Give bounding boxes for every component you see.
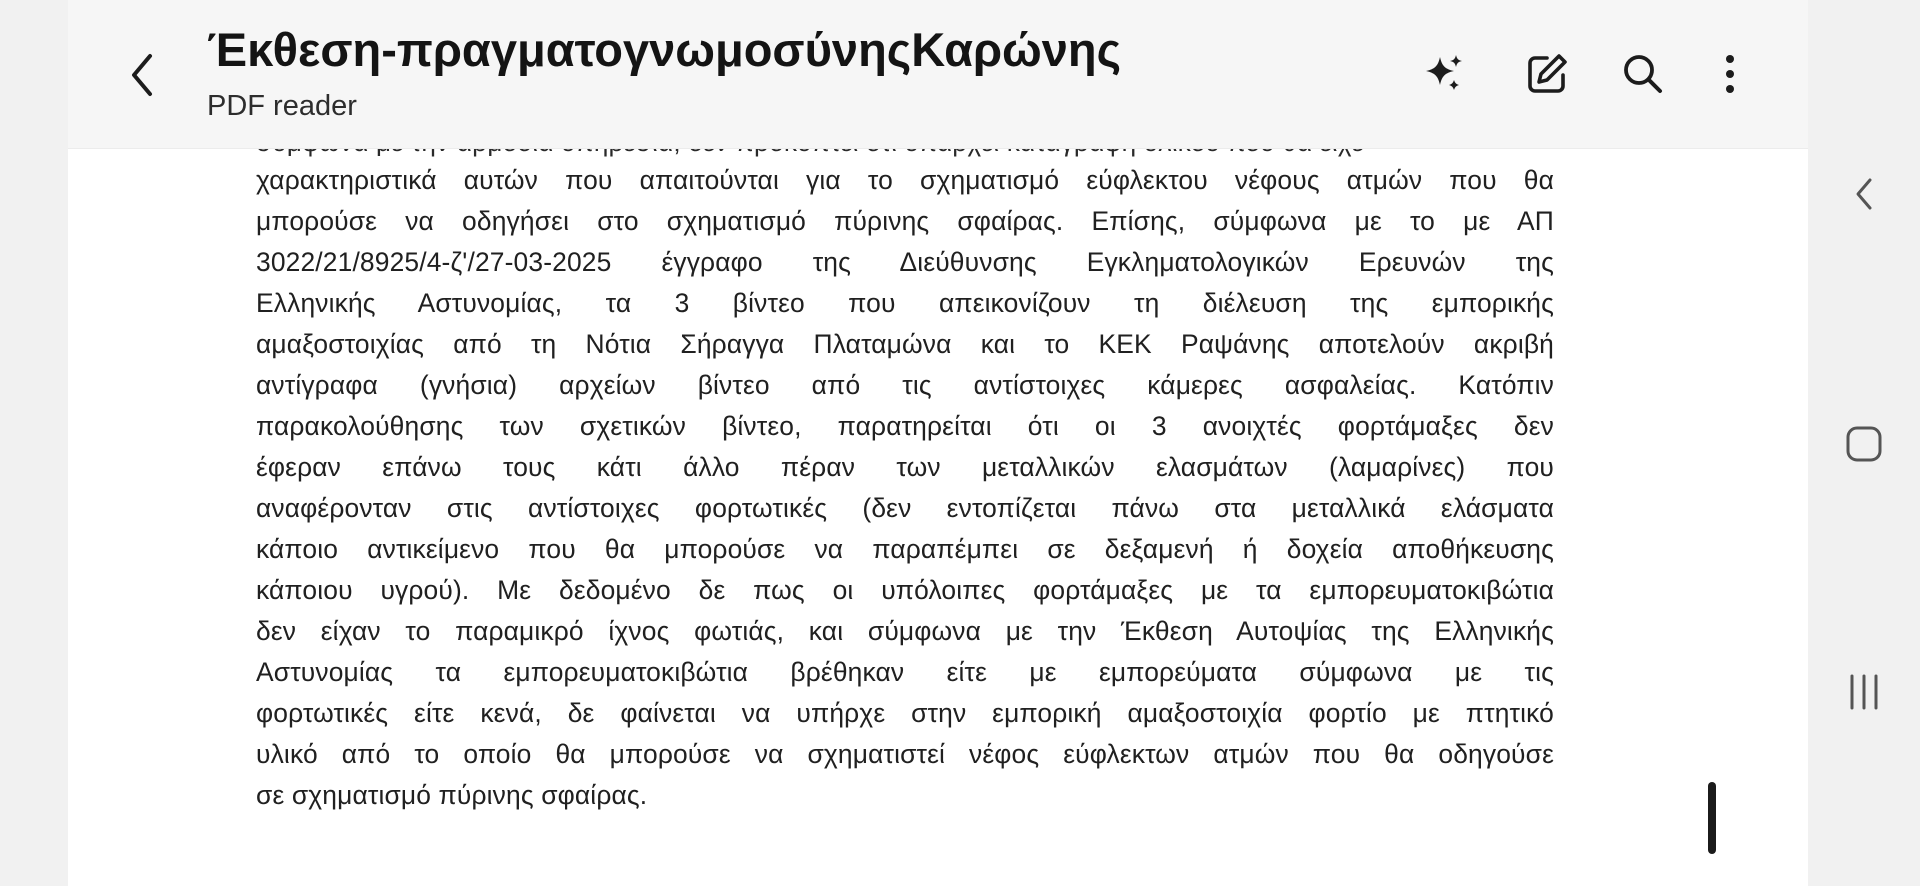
text-line: σε σχηματισμό πύρινης σφαίρας.: [256, 780, 648, 810]
text-line: Ελληνικής Αστυνομίας, τα 3 βίντεο που απεικονίζουν τη διέλευση της εμπορικής: [256, 288, 1554, 318]
text-line: Αστυνομίας τα εμπορευματοκιβώτια βρέθηκαν είτε με εμπορεύματα σύμφωνα με τις: [256, 657, 1554, 687]
scrollbar-thumb[interactable]: [1708, 782, 1716, 854]
more-options-button[interactable]: [1704, 48, 1756, 100]
text-line: κάποιο αντικείμενο που θα μπορούσε να παραπέμπει σε δεξαμενή ή δοχεία αποθήκευσης: [256, 534, 1554, 564]
text-line: έφεραν επάνω τους κάτι άλλο πέραν των μεταλλικών ελασμάτων (λαμαρίνες) που: [256, 452, 1554, 482]
text-line: φορτωτικές είτε κενά, δε φαίνεται να υπήρχε στην εμπορική αμαξοστοιχία φορτίο με πτητικό: [256, 698, 1554, 728]
text-line: χαρακτηριστικά αυτών που απαιτούνται για το σχηματισμό εύφλεκτου νέφους ατμών που θα: [256, 165, 1554, 195]
text-line: μπορούσε να οδηγήσει στο σχηματισμό πύρινης σφαίρας. Επίσης, σύμφωνα με το με ΑΠ: [256, 206, 1554, 236]
pdf-page[interactable]: [68, 148, 1808, 886]
text-line: αναφέρονταν στις αντίστοιχες φορτωτικές (δεν εντοπίζεται πάνω στα μεταλλικά ελάσματα: [256, 493, 1554, 523]
document-title: Έκθεση-πραγματογνωμοσύνηςΚαρώνης: [207, 23, 1122, 76]
system-back-button[interactable]: [1834, 164, 1894, 224]
text-line: δεν είχαν το παραμικρό ίχνος φωτιάς, και σύμφωνα με την Έκθεση Αυτοψίας της Ελληνικής: [256, 616, 1554, 646]
ai-assist-button[interactable]: [1418, 48, 1470, 100]
chevron-left-icon: [126, 50, 158, 100]
system-home-button[interactable]: [1834, 414, 1894, 474]
text-line: παρακολούθησης των σχετικών βίντεο, παρατηρείται ότι οι 3 ανοιχτές φορτάμαξες δεν: [256, 411, 1554, 441]
sparkles-icon: [1421, 51, 1467, 97]
chevron-left-icon: [1852, 174, 1876, 214]
app-header: [68, 0, 1808, 149]
system-navigation-rail: [1808, 0, 1920, 886]
home-icon: [1844, 424, 1884, 464]
recents-icon: [1844, 672, 1884, 712]
edit-button[interactable]: [1521, 48, 1573, 100]
system-recents-button[interactable]: [1834, 662, 1894, 722]
search-icon: [1620, 51, 1666, 97]
text-line: αμαξοστοιχίας από τη Νότια Σήραγγα Πλαταμώνα και το ΚΕΚ Ραψάνης αποτελούν ακριβή: [256, 329, 1554, 359]
app-subtitle: PDF reader: [207, 90, 357, 122]
search-button[interactable]: [1617, 48, 1669, 100]
text-line: 3022/21/8925/4-ζ'/27-03-2025 έγγραφο της Διεύθυνσης Εγκληματολογικών Ερευνών της: [256, 247, 1554, 277]
edit-icon: [1523, 50, 1571, 98]
text-line: υλικό από το οποίο θα μπορούσε να σχηματιστεί νέφος εύφλεκτων ατμών που θα οδηγούσε: [256, 739, 1554, 769]
more-vertical-icon: [1720, 51, 1740, 97]
document-text: [256, 160, 1554, 816]
text-line: αντίγραφα (γνήσια) αρχείων βίντεο από τις αντίστοιχες κάμερες ασφαλείας. Κατόπιν: [256, 370, 1554, 400]
back-button[interactable]: [124, 50, 160, 100]
text-line: κάποιου υγρού). Με δεδομένο δε πως οι υπόλοιπες φορτάμαξες με τα εμπορευματοκιβώτια: [256, 575, 1554, 605]
